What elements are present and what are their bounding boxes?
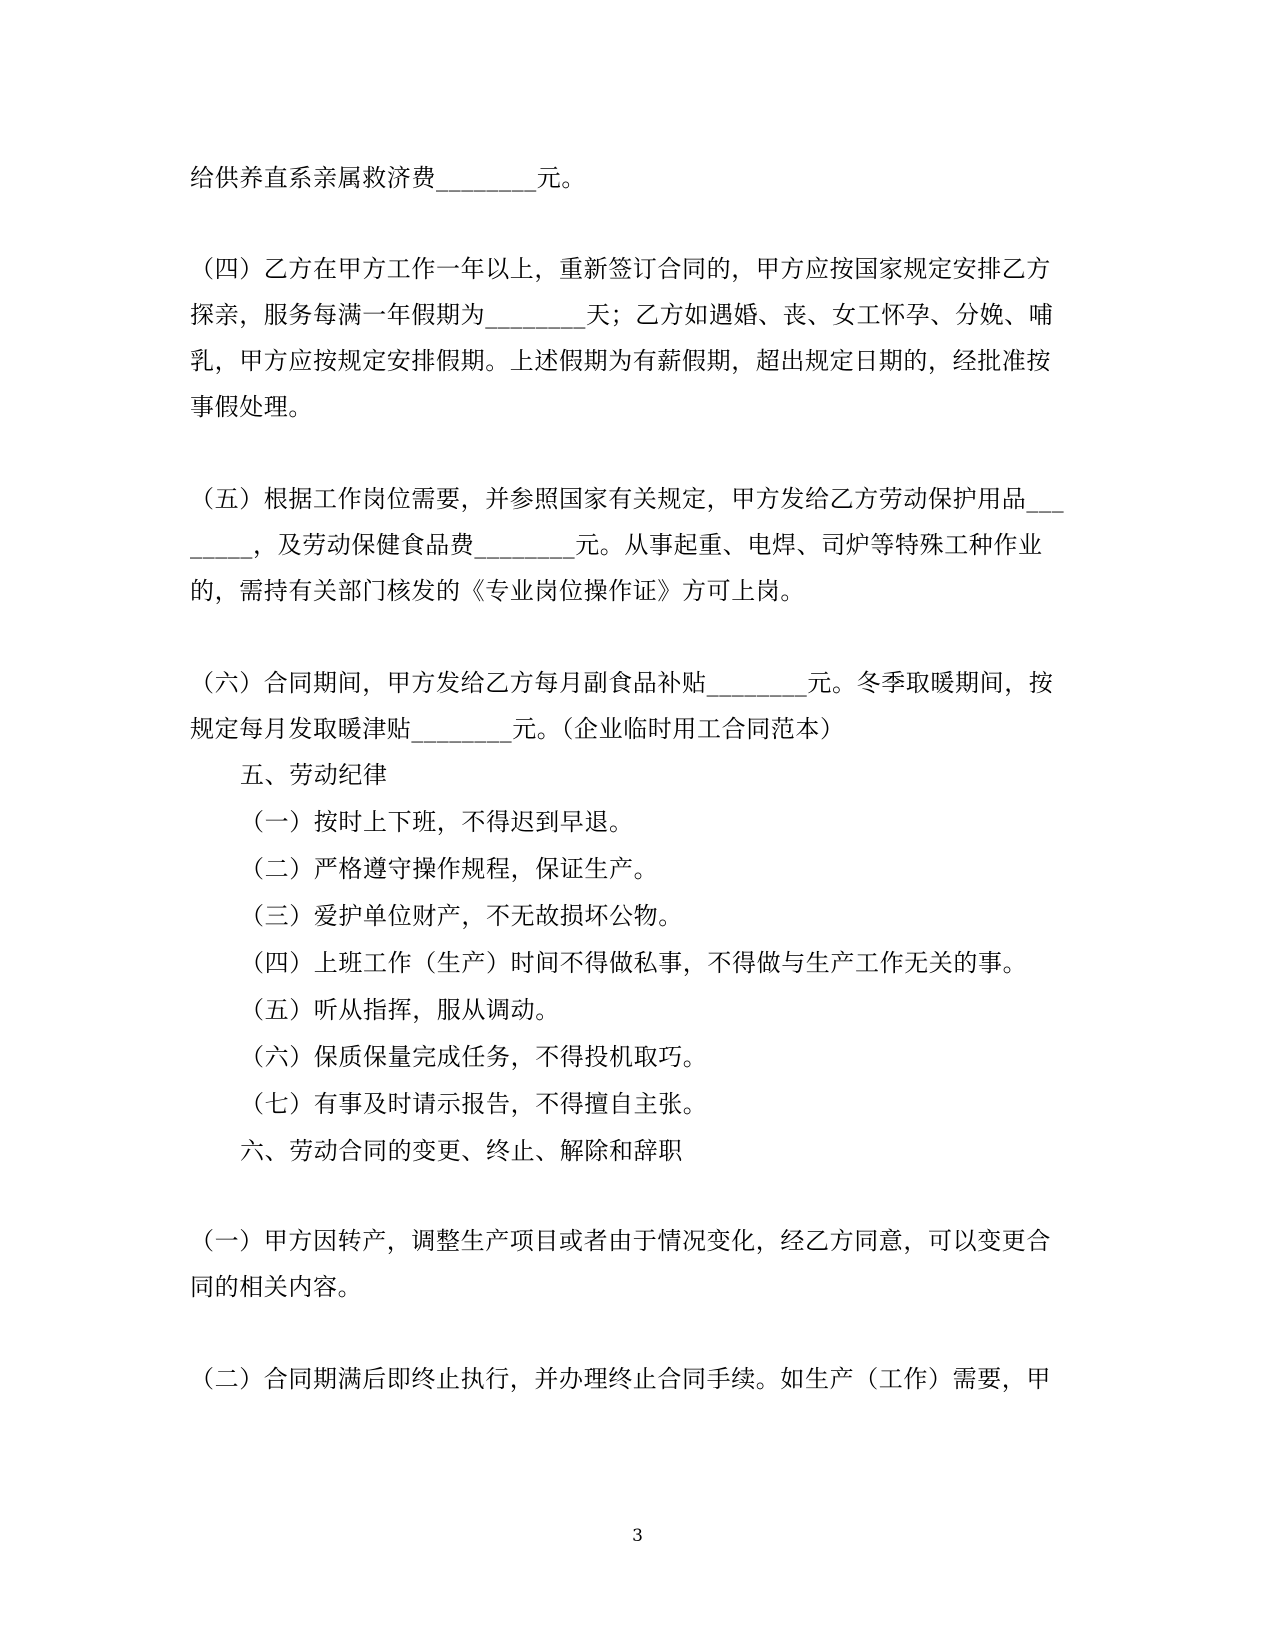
- list-item: （三）爱护单位财产，不无故损坏公物。: [240, 902, 683, 930]
- list-item: （六）保质保量完成任务，不得投机取巧。: [240, 1043, 708, 1071]
- text-line: 乳，甲方应按规定安排假期。上述假期为有薪假期，超出规定日期的，经批准按: [190, 347, 1051, 375]
- section-heading: 五、劳动纪律: [240, 761, 388, 789]
- list-item: （二）严格遵守操作规程，保证生产。: [240, 855, 659, 883]
- list-item: （五）听从指挥，服从调动。: [240, 996, 560, 1024]
- text-line: （五）根据工作岗位需要，并参照国家有关规定，甲方发给乙方劳动保护用品___: [190, 485, 1065, 513]
- text-line: 的，需持有关部门核发的《专业岗位操作证》方可上岗。: [190, 577, 805, 605]
- list-item: （一）按时上下班，不得迟到早退。: [240, 808, 634, 836]
- text-line: （四）乙方在甲方工作一年以上，重新签订合同的，甲方应按国家规定安排乙方: [190, 255, 1051, 283]
- text-line: （一）甲方因转产，调整生产项目或者由于情况变化，经乙方同意，可以变更合: [190, 1227, 1051, 1255]
- text-line: （二）合同期满后即终止执行，并办理终止合同手续。如生产（工作）需要，甲: [190, 1365, 1051, 1393]
- list-item: （七）有事及时请示报告，不得擅自主张。: [240, 1090, 708, 1118]
- text-line: 规定每月发取暖津贴________元。（企业临时用工合同范本）: [190, 715, 845, 743]
- text-line: 给供养直系亲属救济费________元。: [190, 164, 586, 192]
- text-line: _____，及劳动保健食品费________元。从事起重、电焊、司炉等特殊工种作业: [190, 531, 1043, 559]
- text-line: 同的相关内容。: [190, 1273, 363, 1301]
- section-heading: 六、劳动合同的变更、终止、解除和辞职: [240, 1137, 683, 1165]
- page-number: 3: [632, 1526, 643, 1546]
- text-line: （六）合同期间，甲方发给乙方每月副食品补贴________元。冬季取暖期间，按: [190, 669, 1054, 697]
- text-line: 事假处理。: [190, 393, 313, 421]
- list-item: （四）上班工作（生产）时间不得做私事，不得做与生产工作无关的事。: [240, 949, 1028, 977]
- text-line: 探亲，服务每满一年假期为________天；乙方如遇婚、丧、女工怀孕、分娩、哺: [190, 301, 1054, 329]
